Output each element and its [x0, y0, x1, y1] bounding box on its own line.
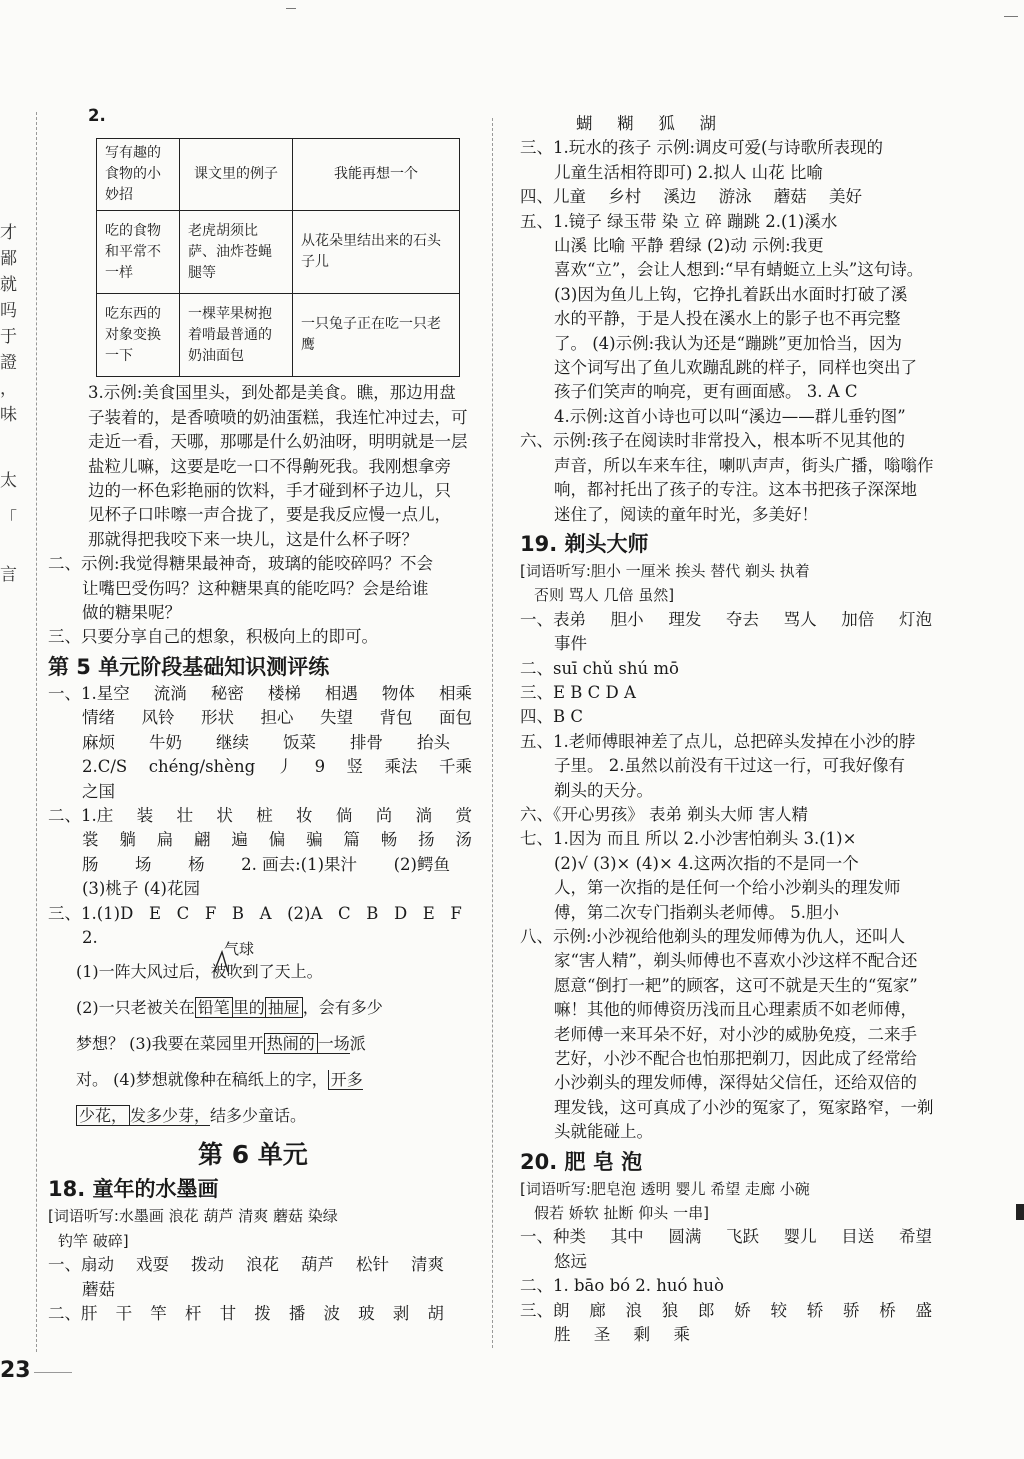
text-line: 3.示例:美食国里头，到处都是美食。瞧，那边用盘 [88, 383, 456, 403]
word: 灯泡 [898, 609, 932, 629]
table-cell: 写有趣的食物的小妙招 [97, 139, 180, 211]
unit-6-title: 第 6 单元 [198, 1140, 308, 1170]
word: 拨 [254, 1303, 271, 1323]
word: 杆 [184, 1303, 202, 1323]
table-row [97, 294, 460, 377]
table-cell: 我能再想一个 [293, 139, 460, 211]
text: 一场 [317, 1034, 350, 1054]
text-line: (3)桃子 (4)花园 [82, 879, 200, 899]
edit-line [76, 990, 480, 1026]
table-row [97, 211, 460, 294]
answer-letter: A [259, 903, 272, 923]
proofreading-answer [48, 940, 480, 1134]
word: 娇 [734, 1300, 751, 1320]
swap-mark: 铅笔 [195, 997, 233, 1018]
pinyin: chéng/shèng [148, 757, 256, 777]
word: 糊 [617, 114, 634, 133]
word: 波 [323, 1303, 340, 1323]
word: 剩 [633, 1325, 651, 1345]
text-line: 二、1. bāo bó 2. huó huò [520, 1276, 724, 1296]
left-edge-characters [0, 220, 17, 588]
table-cell: 课文里的例子 [180, 139, 293, 211]
word: 二、肝 [48, 1303, 98, 1323]
lesson-20-title: 20. 肥 皂 泡 [520, 1149, 643, 1174]
text-line: 子里。 2.虽然以前没有干过这一行，可我好像有 [554, 756, 905, 776]
word-row [48, 706, 480, 730]
text-line: (3)因为鱼儿上钩，它挣扎着跃出水面时打破了溪 [554, 284, 908, 304]
edge-char: 吗 [0, 301, 17, 321]
table-cell: 吃东西的对象变换一下 [97, 294, 180, 377]
top-mark-right [1004, 16, 1018, 17]
char-row [520, 112, 952, 136]
word: 扁 [156, 830, 174, 850]
word: 一、种类 [520, 1227, 586, 1247]
word: 相乘 [438, 683, 472, 703]
word: 风铃 [141, 708, 175, 728]
text-line: 七、1.因为 而且 所以 2.小沙害怕剃头 3.(1)× [520, 829, 857, 849]
word: 廊 [589, 1300, 606, 1320]
text-line: 喜欢“立”，会让人想到:“早有蜻蜓立上头”这句诗。 [554, 260, 924, 280]
text-line: 老师傅一来耳朵不好，对小沙的威胁免疫，二来手 [554, 1024, 917, 1044]
text: 里的 [232, 998, 265, 1018]
text-line: 了。 (4)示例:我认为还是“蹦跳”更加恰当，因为 [554, 333, 903, 353]
text-line: 儿童生活相符即可) 2.拟人 山花 比喻 [554, 162, 823, 182]
word: 面包 [439, 708, 472, 728]
edge-char: ， [0, 379, 17, 399]
top-mark [286, 8, 296, 9]
text: (1)一阵大风过后， [76, 962, 211, 982]
text-line: 孩子们笑声的响亮，更有画面感。 3. A C [554, 382, 858, 402]
word: 剥 [392, 1303, 410, 1323]
word: 篇 [343, 830, 360, 850]
word: 播 [288, 1303, 306, 1323]
word: 戏耍 [136, 1255, 169, 1275]
text-line: 二、示例:我觉得糖果最神奇，玻璃的能咬碎吗？不会 [48, 554, 434, 574]
text-line: 4.示例:这首小诗也可以叫“溪边——群儿垂钓图” [554, 406, 906, 426]
food-tips-table [96, 138, 460, 377]
insert-caret-icon [212, 948, 230, 974]
page-edge-tab [1016, 1204, 1024, 1220]
word: 一、1.星空 [48, 683, 130, 703]
word: 2. 画去:(1)果汁 [241, 854, 358, 874]
text-line: 嘛！其他的师傅资历浅而且心理素质不如老师傅， [554, 1000, 917, 1020]
word: 饭菜 [283, 732, 316, 752]
word: 甘 [219, 1303, 237, 1323]
edge-char: 鄙 [0, 249, 17, 269]
answer-letter: B [366, 903, 379, 923]
word: 目送 [841, 1227, 875, 1247]
text-line: 迷住了，阅读的童年时光，多美好！ [554, 504, 818, 524]
word: 秘密 [210, 683, 244, 703]
inserted-word: 气球 [224, 940, 255, 959]
edge-char: 「 [0, 509, 17, 529]
word: 竿 [150, 1303, 167, 1323]
dictation-list: 否则 骂人 几倍 虽然] [534, 586, 675, 605]
word-row [48, 755, 480, 779]
swap-mark: 抽屉 [265, 997, 303, 1018]
text-line: 声音，所以车来车往，喇叭声声，街头广播，嗡嗡作 [554, 455, 934, 475]
edge-char: 證 [0, 353, 17, 373]
answer-letter: (2)A [287, 903, 323, 923]
question-3-answer [48, 381, 480, 552]
word: 担心 [260, 708, 294, 728]
word: 骄 [843, 1300, 860, 1320]
word: 骂人 [783, 609, 817, 629]
word: 轿 [806, 1300, 824, 1320]
word: 玻 [358, 1303, 375, 1323]
word: 浪花 [246, 1255, 279, 1275]
word: 抬头 [417, 732, 450, 752]
text: 被吹到了天上。 [210, 962, 323, 982]
word: 状 [216, 805, 233, 825]
text-line: 家“害人精”，剃头师傅也不喜欢小沙这样不配合还 [554, 951, 918, 971]
word: 骗 [306, 830, 323, 850]
word: 希望 [898, 1227, 932, 1247]
column-divider [492, 118, 493, 1348]
text-line: 见杯子口咔嚓一声合拢了，要是我反应慢一点儿， [88, 505, 451, 525]
text-line: 走近一看，天哪，那哪是什么奶油呀，明明就是一层 [88, 432, 468, 452]
word: 千乘 [438, 757, 472, 777]
lesson-18-title: 18. 童年的水墨画 [48, 1177, 219, 1202]
word: (2)鳄鱼 [393, 854, 450, 874]
table-cell: 一只兔子正在吃一只老鹰 [293, 294, 460, 377]
word: 麻烦 [82, 732, 115, 752]
word: 场 [135, 854, 152, 874]
word: 盛 [915, 1300, 932, 1320]
word: 情绪 [82, 708, 115, 728]
word: 蝴 [576, 114, 593, 133]
char-row [48, 828, 480, 852]
text-line: 边的一杯色彩艳丽的饮料，手才碰到杯子边儿，只 [88, 481, 451, 501]
text-line: (2)√ (3)× (4)× 4.这两次指的不是同一个 [554, 853, 859, 873]
text-line: 五、1.老师傅眼神差了点儿，总把碎头发掉在小沙的脖 [520, 731, 916, 751]
text-line: 小沙剃头的理发师傅，深得姑父信任，还给双倍的 [554, 1073, 917, 1093]
text-line: 八、示例:小沙视给他剃头的理发师傅为仇人，还叫人 [520, 927, 906, 946]
answer-letter: E [422, 903, 435, 923]
answer-letter: E [148, 903, 161, 923]
word: 湖 [699, 114, 716, 133]
text: 梦想？ (3)我要在菜园里开 [76, 1034, 264, 1054]
text: ，会有多少 [302, 998, 383, 1018]
word: 一、表弟 [520, 609, 586, 629]
dictation-list: 钓竿 破碎] [58, 1231, 129, 1250]
edit-line [76, 954, 480, 990]
text-line: 之国 [82, 781, 115, 801]
word: 楼梯 [267, 683, 301, 703]
word: 9 [314, 757, 326, 777]
text-line: 子装着的，是香喷喷的奶油蛋糕，我连忙冲过去，可 [88, 407, 468, 427]
word-row [520, 185, 952, 209]
edge-char: 才 [0, 223, 17, 243]
word: 二、1.庄 [48, 805, 114, 825]
text-line: 愿意“倒打一耙”的顾客，这可不就是天生的“冤家” [554, 975, 918, 995]
text: 发多少芽， [130, 1106, 211, 1126]
word: 躺 [119, 830, 136, 850]
word-row [48, 731, 480, 755]
word: 葫芦 [301, 1255, 334, 1275]
edge-char: 就 [0, 275, 17, 295]
text-line: 理发钱，这可真成了小沙的冤家了，冤家路窄，一剃 [554, 1097, 934, 1117]
move-mark: 开多 [328, 1070, 363, 1090]
edge-char: 言 [0, 565, 17, 585]
char-row [48, 853, 480, 877]
section-er-answer [48, 552, 480, 625]
left-column-rule [36, 112, 37, 1352]
word: 物体 [381, 683, 415, 703]
word: 竖 [346, 757, 364, 777]
letter-row [48, 902, 480, 926]
left-column [48, 104, 480, 1326]
move-mark: 少花， [76, 1105, 130, 1126]
word: 汤 [455, 830, 472, 850]
word: 圣 [593, 1325, 611, 1345]
word: 倘 [335, 805, 353, 825]
word: 偏 [268, 830, 286, 850]
word: 肠 [82, 854, 99, 874]
word: 理发 [668, 609, 702, 629]
text-line: 山溪 比喻 平静 碧绿 (2)动 示例:我更 [554, 236, 824, 256]
text-line: 那就得把我咬下来一块儿，这是什么杯子呀？ [88, 529, 418, 549]
word: 一、扇动 [48, 1255, 114, 1275]
word: 桩 [256, 805, 273, 825]
answer-letter: F [450, 903, 462, 923]
page-number-rule [34, 1372, 72, 1373]
table-header-row [97, 139, 460, 211]
text-line: 三、1.玩水的孩子 示例:调皮可爱(与诗歌所表现的 [520, 138, 883, 158]
edge-char: 味 [0, 405, 17, 425]
text-line: 悠远 [554, 1251, 587, 1271]
word: 淌 [415, 805, 433, 825]
word: 飞跃 [725, 1227, 759, 1247]
word: 形状 [201, 708, 234, 728]
word: 背包 [379, 708, 413, 728]
word: 胆小 [610, 609, 644, 629]
table-cell: 吃的食物和平常不一样 [97, 211, 180, 294]
word: 溪边 [663, 187, 697, 207]
word: 其中 [610, 1227, 644, 1247]
word: 清爽 [411, 1255, 444, 1275]
word: 浪 [625, 1300, 642, 1320]
text-line: 剃头的天分。 [554, 780, 653, 800]
text-line: 三、E B C D A [520, 682, 636, 702]
char-row [48, 1302, 480, 1326]
text-line: 头就能碰上。 [554, 1122, 653, 1142]
edit-line [76, 1098, 480, 1134]
edit-line [76, 1062, 480, 1098]
table-cell: 一棵苹果树抱着啃最普通的奶油面包 [180, 294, 293, 377]
word: 继续 [216, 732, 249, 752]
text-line: 五、1.镜子 绿玉带 染 立 碎 蹦跳 2.(1)溪水 [520, 211, 838, 231]
text: (2)一只老被关在 [76, 998, 195, 1018]
word: 郎 [698, 1300, 715, 1320]
word-row [48, 1253, 480, 1277]
answer-letter: B [231, 903, 244, 923]
word: 较 [770, 1300, 787, 1320]
swap-mark: 热闹的 [264, 1033, 318, 1054]
char-row [520, 1299, 952, 1323]
word: 三、朗 [520, 1300, 570, 1320]
stroke: 丿 [276, 757, 294, 777]
word: 排骨 [350, 732, 383, 752]
text-line: 蘑菇 [82, 1279, 115, 1299]
word: 婴儿 [783, 1227, 817, 1247]
text: 结多少童话。 [210, 1106, 307, 1126]
word: 乡村 [608, 187, 642, 207]
text-line: 二、suī chǔ shú mō [520, 658, 679, 678]
word: 乘 [673, 1325, 690, 1345]
word: 狐 [658, 114, 675, 133]
text-line: 傅，第二次专门指剃头老师傅。 5.胆小 [554, 902, 839, 922]
word: 壮 [176, 805, 193, 825]
text-line: 做的糖果呢？ [82, 603, 181, 623]
edit-line [76, 1026, 480, 1062]
text-line: 响，都衬托出了孩子的专注。这本书把孩子深深地 [554, 480, 917, 500]
char-row [520, 1323, 952, 1347]
dictation-list: 假若 娇软 扯断 仰头 一串] [534, 1204, 709, 1223]
word: 胜 [554, 1325, 571, 1345]
word: 扬 [418, 830, 435, 850]
answer-letter: F [204, 903, 217, 923]
text: 对。 (4)梦想就像种在稿纸上的字， [76, 1070, 328, 1090]
word: 狼 [661, 1300, 679, 1320]
lesson-19-title: 19. 剃头大师 [520, 531, 649, 556]
table-cell: 老虎胡须比萨、油炸苍蝇腿等 [180, 211, 293, 294]
right-column [520, 112, 952, 1348]
word: 蘑菇 [773, 187, 807, 207]
word: 乘法 [384, 757, 418, 777]
word: 加倍 [841, 609, 875, 629]
answer-letter: 三、1.(1)D [48, 903, 134, 923]
text-line: 这个词写出了鱼儿欢蹦乱跳的样子，同样也突出了 [554, 358, 917, 378]
table-cell: 从花朵里结出来的石头子儿 [293, 211, 460, 294]
word: 赏 [455, 805, 472, 825]
text-line: 艺好，小沙不配合也怕那把剃刀，因此成了经常给 [554, 1049, 917, 1069]
word: 流淌 [153, 683, 187, 703]
text-line: 事件 [554, 634, 587, 654]
word: 桥 [879, 1300, 896, 1320]
word: 圆满 [668, 1227, 702, 1247]
word-row [520, 608, 952, 632]
text-line: 水的平静，于是人投在溪水上的影子也不再完整 [554, 309, 901, 329]
word: 裳 [82, 830, 99, 850]
dictation-list: [词语听写:肥皂泡 透明 婴儿 希望 走廊 小碗 [520, 1179, 810, 1198]
text-line: 2. [82, 927, 98, 947]
word: 杨 [188, 854, 205, 874]
word: 游泳 [718, 187, 752, 207]
text-line: 六、示例:孩子在阅读时非常投入，根本听不见其他的 [520, 431, 906, 451]
text-line: 六、《开心男孩》 表弟 剃头大师 害人精 [520, 804, 808, 824]
dictation-list: [词语听写:胆小 一厘米 挨头 替代 剃头 执着 [520, 561, 810, 580]
edge-char: 于 [0, 327, 17, 347]
word: 尚 [375, 805, 393, 825]
answer-letter: C [338, 903, 351, 923]
word: 牛奶 [149, 732, 182, 752]
edge-char: 太 [0, 471, 17, 491]
word: 干 [115, 1303, 133, 1323]
text-line: 让嘴巴受伤吗？这种糖果真的能吃吗？会是给谁 [82, 578, 429, 598]
word: 四、儿童 [520, 187, 586, 207]
word: 相遇 [324, 683, 358, 703]
word: 2.C/S [82, 757, 128, 777]
word: 畅 [380, 830, 398, 850]
word: 夺去 [725, 609, 759, 629]
text-line: 人，第一次指的是任何一个给小沙剃头的理发师 [554, 878, 901, 898]
word-row [48, 682, 480, 706]
word: 美好 [828, 187, 862, 207]
word: 拨动 [191, 1255, 224, 1275]
dictation-list: [词语听写:水墨画 浪花 葫芦 清爽 蘑菇 染绿 [48, 1207, 338, 1226]
answer-letter: C [176, 903, 190, 923]
unit-5-test-title: 第 5 单元阶段基础知识测评练 [48, 654, 330, 679]
word: 妆 [296, 805, 313, 825]
page-number: 23 [0, 1358, 31, 1383]
text: 派 [349, 1034, 366, 1054]
section-san-answer: 三、只要分享自己的想象，积极向上的即可。 [48, 627, 378, 647]
word: 遍 [231, 830, 248, 850]
word: 失望 [320, 708, 353, 728]
word-row [520, 1225, 952, 1249]
word: 翩 [194, 830, 211, 850]
question-2-label: 2. [88, 106, 106, 125]
text-line: 四、B C [520, 707, 583, 727]
char-row [48, 804, 480, 828]
word: 装 [136, 805, 154, 825]
word: 松针 [356, 1255, 389, 1275]
word: 胡 [427, 1303, 444, 1323]
answer-letter: D [393, 903, 408, 923]
text-line: 盐粒儿嘛，这要是吃一口不得齁死我。我刚想拿旁 [88, 456, 451, 476]
